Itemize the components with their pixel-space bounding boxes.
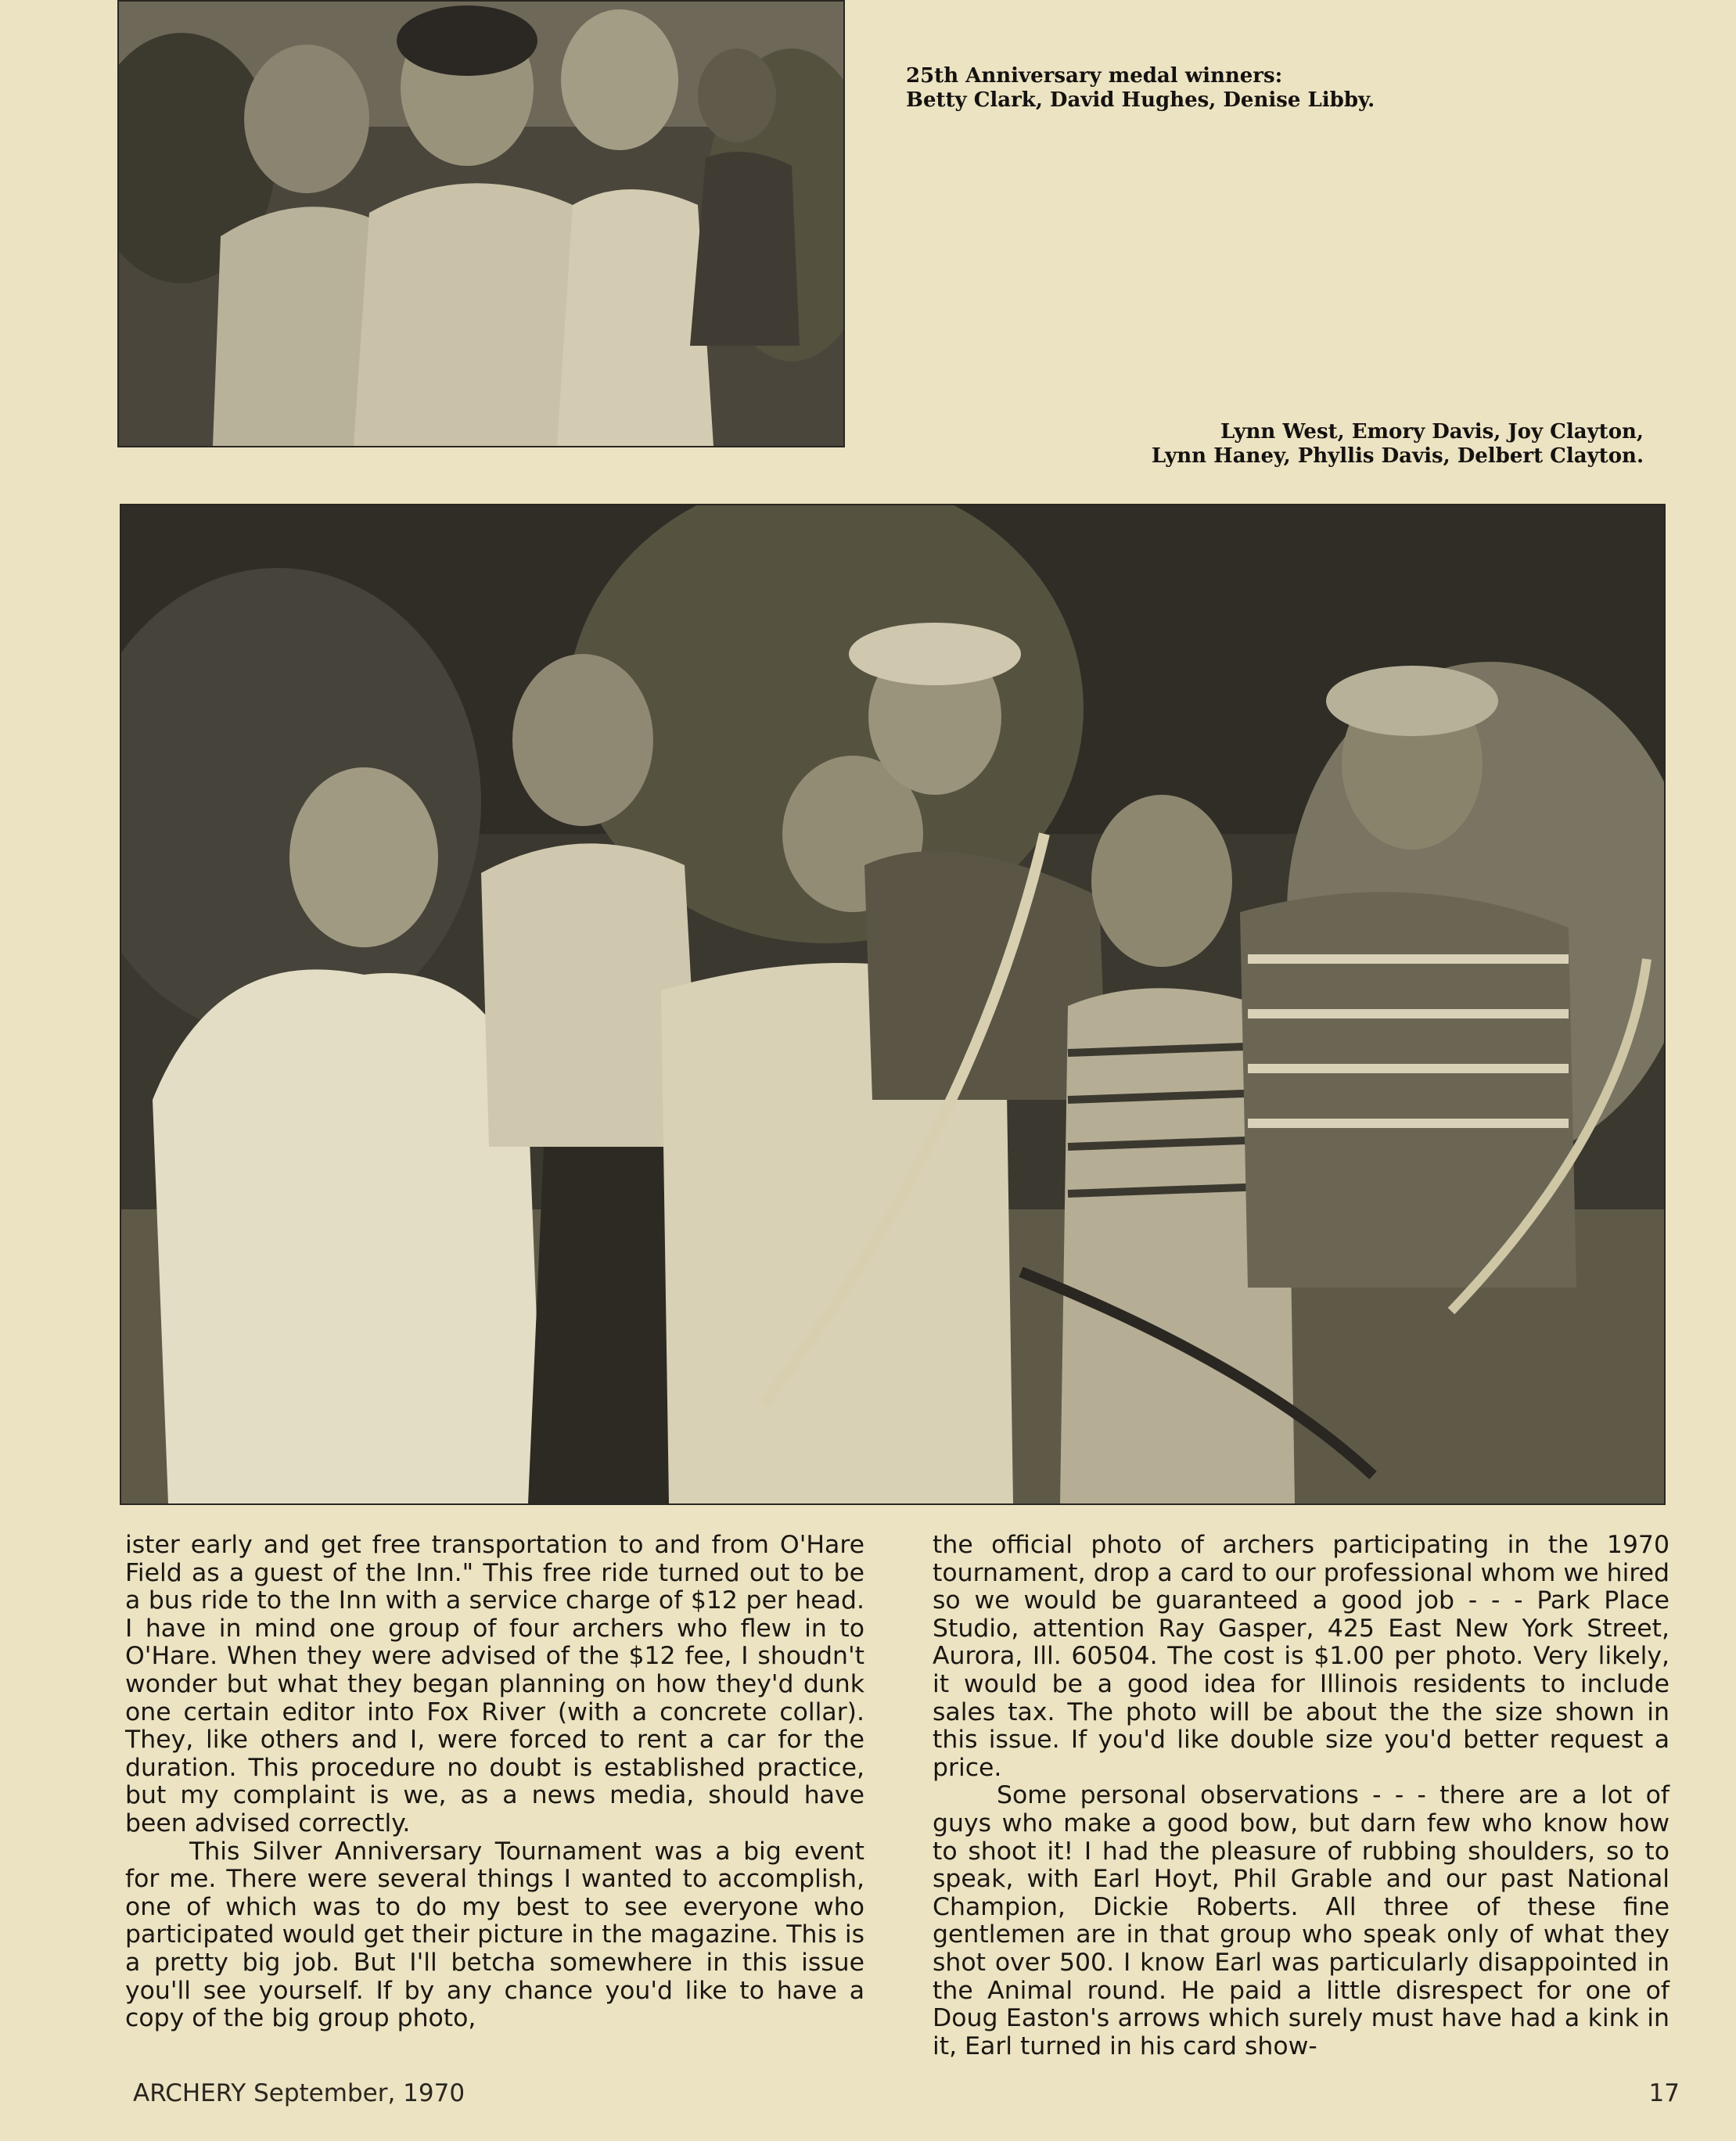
top-caption-line-1: 25th Anniversary medal winners: bbox=[906, 64, 1283, 88]
right-paragraph-1: the official photo of archers participating in the 1970 tournament, drop a card to our professional whom we hired so we would be guaranteed a good job - - - Park Place Studio, attention Ray Gasper, 425 East New York Street, Aurora, Ill. 60504. The cost is $1.00 per photo. Very likely, it would be a good idea for Illinois residents to include sales tax. The photo will be about the the size shown in this issue. If you'd like double size you'd better request a price. bbox=[933, 1531, 1670, 1782]
medal-winners-image bbox=[119, 2, 843, 446]
page-number: 17 bbox=[1648, 2079, 1680, 2107]
main-caption-line-2: Lynn Haney, Phyllis Davis, Delbert Clayton. bbox=[1151, 444, 1644, 468]
article-column-right bbox=[933, 1532, 1670, 2060]
group-archers-photo bbox=[120, 504, 1666, 1505]
left-paragraph-1: ister early and get free transportation to and from O'Hare Field as a guest of the Inn." This free ride turned out to be a bus ride to the Inn with a service charge of $12 per head. I have in mind one group of four archers who flew in to O'Hare. When they were advised of the $12 fee, I shoudn't wonder but what they began planning on how they'd dunk one certain editor into Fox River (with a concrete collar). They, like others and I, were forced to rent a car for the duration. This procedure no doubt is established practice, but my complaint is we, as a news media, should have been advised correctly. bbox=[125, 1531, 864, 1837]
group-archers-image bbox=[121, 505, 1664, 1503]
main-photo-caption bbox=[1152, 420, 1644, 469]
main-caption-line-1: Lynn West, Emory Davis, Joy Clayton, bbox=[1220, 420, 1644, 444]
top-photo-caption bbox=[906, 64, 1375, 113]
magazine-footer: ARCHERY September, 1970 bbox=[133, 2079, 465, 2107]
left-paragraph-2: This Silver Anniversary Tournament was a big event for me. There were several things I wanted to accomplish, one of which was to do my best to see everyone who participated would get their picture in the magazine. This is a pretty big job. But I'll betcha somewhere in this issue you'll see yourself. If by any chance you'd like to have a copy of the big group photo, bbox=[125, 1837, 864, 2033]
right-paragraph-2: Some personal observations - - - there are a lot of guys who make a good bow, but darn few who know how to shoot it! I had the pleasure of rubbing shoulders, so to speak, with Earl Hoyt, Phil Grable and our past National Champion, Dickie Roberts. All three of these fine gentlemen are in that group who speak only of what they shot over 500. I know Earl was particularly disappointed in the Animal round. He paid a little disrespect for one of Doug Easton's arrows which surely must have had a kink in it, Earl turned in his card show- bbox=[933, 1781, 1670, 2060]
medal-winners-photo bbox=[117, 0, 845, 447]
top-caption-line-2: Betty Clark, David Hughes, Denise Libby. bbox=[906, 88, 1375, 112]
article-column-left bbox=[125, 1532, 864, 2033]
